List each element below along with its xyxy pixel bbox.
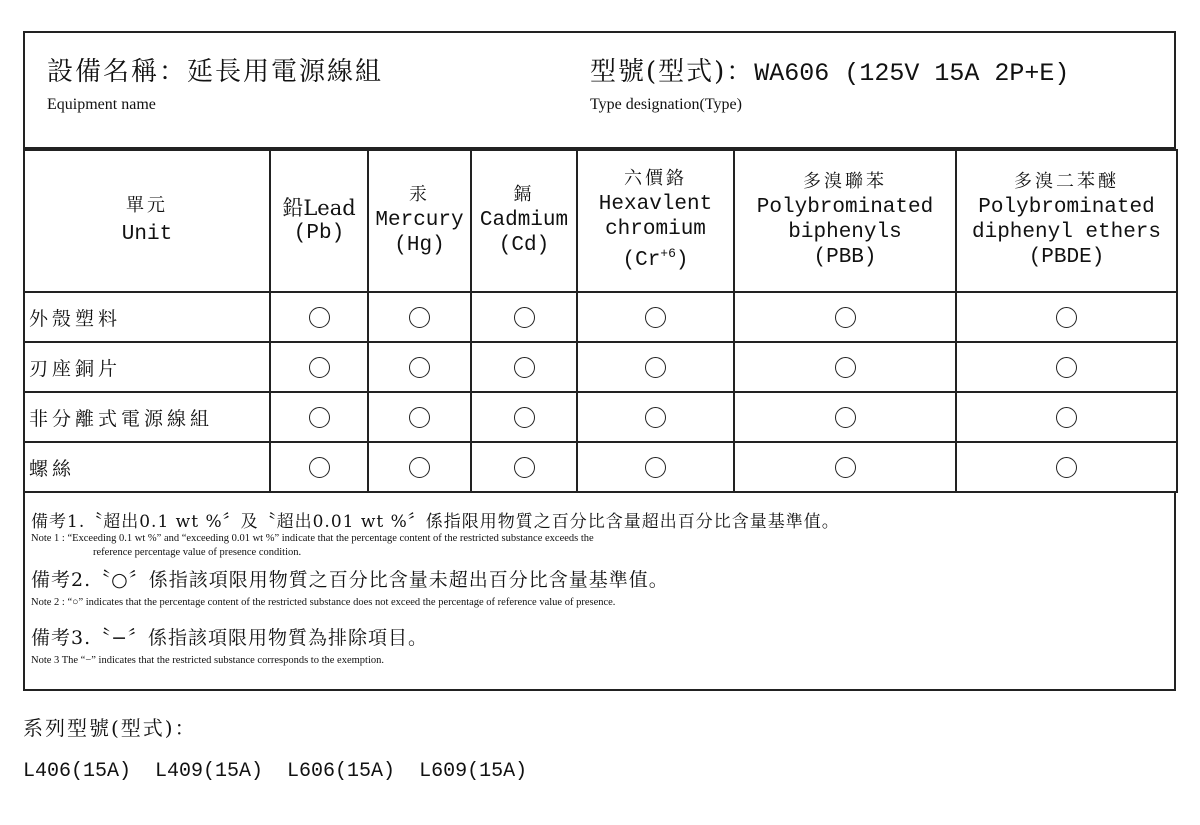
substance-mark-cell: [471, 442, 577, 492]
note-3: [31, 623, 1174, 668]
substance-mark-cell: [270, 392, 368, 442]
substance-mark-cell: [577, 292, 734, 342]
column-header-zh: 六價鉻: [624, 168, 687, 190]
table-row: [24, 342, 1177, 392]
declaration-header: [23, 31, 1176, 149]
substance-mark-cell: [734, 442, 956, 492]
row-item-name: 刃座銅片: [24, 342, 270, 392]
type-designation-zh: [590, 51, 1069, 88]
column-header-line: diphenyl ethers: [971, 221, 1162, 245]
note-3-en: Note 3 The “−” indicates that the restricted substance corresponds to the exemption.: [31, 654, 384, 666]
substance-mark-cell: [577, 442, 734, 492]
circle-mark-icon: [1056, 407, 1077, 428]
circle-mark-icon: [1056, 357, 1077, 378]
column-header-line: Polybrominated: [978, 196, 1155, 220]
circle-mark-icon: [409, 307, 430, 328]
substance-mark-cell: [368, 442, 471, 492]
notes-section: [23, 493, 1176, 691]
column-header-zh: 單元: [126, 194, 168, 216]
substance-mark-cell: [956, 292, 1177, 342]
circle-mark-icon: [409, 357, 430, 378]
column-header-line: (Pb): [293, 222, 345, 245]
column-header-line: [578, 246, 733, 273]
circle-mark-icon: [514, 407, 535, 428]
circle-mark-icon: [645, 357, 666, 378]
note-1-en-cont: reference percentage value of presence condition.: [93, 547, 302, 559]
substance-mark-cell: [577, 342, 734, 392]
substance-mark-cell: [270, 292, 368, 342]
column-header-line: biphenyls: [788, 221, 902, 245]
circle-mark-icon: [514, 307, 535, 328]
substance-mark-cell: [368, 292, 471, 342]
table-row: [24, 292, 1177, 342]
column-header-zh: 鉛Lead: [282, 195, 356, 220]
table-row: [24, 442, 1177, 492]
column-header-2: [368, 150, 471, 292]
type-value: WA606 (125V 15A 2P+E): [754, 59, 1070, 88]
type-label: 型號(型式)：: [590, 57, 755, 87]
substance-mark-cell: [956, 392, 1177, 442]
substance-mark-cell: [471, 292, 577, 342]
note-1-en: Note 1 : “Exceeding 0.1 wt %” and “exceeding 0.01 wt %” indicate that the percentage content of the restricted substance exceeds the: [31, 533, 594, 544]
substance-mark-cell: [734, 292, 956, 342]
restricted-substance-table: [23, 149, 1178, 493]
column-header-line: Mercury: [375, 208, 464, 232]
column-header-zh: 鎘: [513, 184, 535, 206]
column-header-line: Polybrominated: [756, 196, 934, 220]
column-header-line: (Cd): [498, 233, 550, 257]
column-header-5: [734, 150, 956, 292]
substance-mark-cell: [734, 342, 956, 392]
circle-mark-icon: [645, 407, 666, 428]
type-designation-cell: [590, 51, 1069, 114]
column-header-1: [270, 150, 368, 292]
substance-mark-cell: [956, 342, 1177, 392]
equipment-name-zh: 設備名稱：延長用電源線組: [47, 57, 384, 87]
table-row: [24, 392, 1177, 442]
series-models-list: L406(15A) L409(15A) L606(15A) L609(15A): [23, 760, 528, 783]
column-header-line-text: (Cr: [622, 249, 661, 273]
column-header-3: [471, 150, 577, 292]
equipment-name-cell: [47, 51, 383, 114]
column-header-zh: 汞: [409, 184, 430, 206]
circle-mark-icon: [409, 457, 430, 478]
equipment-name-en: Equipment name: [47, 96, 156, 113]
circle-mark-icon: [514, 357, 535, 378]
series-models-label: 系列型號(型式)：: [23, 716, 197, 740]
substance-mark-cell: [734, 392, 956, 442]
circle-mark-icon: [645, 457, 666, 478]
circle-mark-icon: [835, 457, 856, 478]
substance-mark-cell: [368, 392, 471, 442]
note-2-zh: 備考2.〝○〞係指該項限用物質之百分比含量未超出百分比含量基準值。: [31, 569, 669, 592]
circle-mark-icon: [835, 407, 856, 428]
column-header-zh: 多溴聯苯: [803, 171, 887, 193]
note-2-en: Note 2 : “○” indicates that the percentage content of the restricted substance does not exceed the percentage of reference value of presence.: [31, 597, 616, 609]
circle-mark-icon: [514, 457, 535, 478]
circle-mark-icon: [835, 307, 856, 328]
column-header-line: Cadmium: [479, 208, 569, 232]
column-header-line: (Hg): [394, 233, 445, 257]
column-header-0: [24, 150, 270, 292]
circle-mark-icon: [309, 357, 330, 378]
note-1-zh: 備考1.〝超出0.1 wt %〞及〝超出0.01 wt %〞係指限用物質之百分比含量超出百分比含量基準值。: [31, 512, 840, 532]
circle-mark-icon: [309, 307, 330, 328]
substance-mark-cell: [956, 442, 1177, 492]
column-header-line: (PBB): [813, 246, 877, 270]
column-header-4: [577, 150, 734, 292]
circle-mark-icon: [1056, 457, 1077, 478]
circle-mark-icon: [835, 357, 856, 378]
circle-mark-icon: [309, 457, 330, 478]
row-item-name: 非分離式電源線組: [24, 392, 270, 442]
column-header-line: (PBDE): [1028, 246, 1105, 270]
rohs-declaration: [23, 31, 1176, 691]
column-header-line: Hexavlent: [598, 193, 713, 217]
substance-mark-cell: [471, 342, 577, 392]
table-header-row: [24, 150, 1177, 292]
circle-mark-icon: [309, 407, 330, 428]
column-header-line: Unit: [121, 223, 173, 247]
type-designation-en: Type designation(Type): [590, 96, 742, 113]
row-item-name: 螺絲: [24, 442, 270, 492]
substance-mark-cell: [270, 442, 368, 492]
column-header-zh: 多溴二苯醚: [1014, 171, 1119, 193]
note-3-zh: 備考3.〝−〞係指該項限用物質為排除項目。: [31, 626, 429, 649]
row-item-name: 外殼塑料: [24, 292, 270, 342]
note-1: [31, 507, 1174, 560]
column-header-line-tail: ): [675, 249, 689, 273]
circle-mark-icon: [1056, 307, 1077, 328]
note-2: [31, 565, 1174, 610]
circle-mark-icon: [409, 407, 430, 428]
substance-mark-cell: [577, 392, 734, 442]
column-header-line: chromium: [605, 218, 706, 242]
column-header-6: [956, 150, 1177, 292]
substance-mark-cell: [270, 342, 368, 392]
substance-mark-cell: [368, 342, 471, 392]
circle-mark-icon: [645, 307, 666, 328]
substance-mark-cell: [471, 392, 577, 442]
superscript: +6: [660, 246, 676, 262]
